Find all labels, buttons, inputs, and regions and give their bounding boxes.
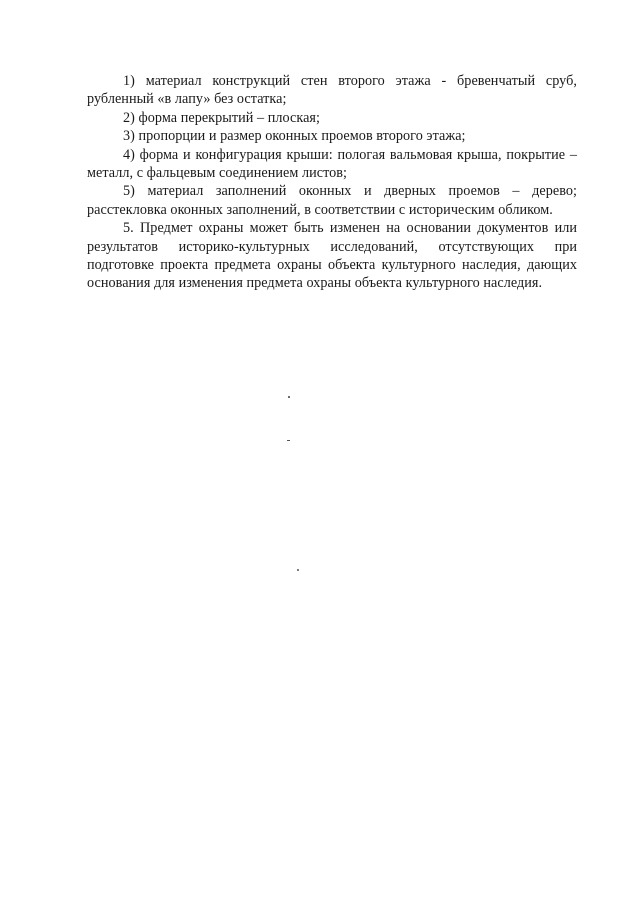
clause-5-change-conditions: 5. Предмет охраны может быть изменен на основании документов или результатов историко-культурных исследований, отсутствующих при подготовке проекта предмета охраны объекта культурного наследия, дающих основания для изменения предмета охраны объекта культурного наследия. xyxy=(87,220,577,292)
item-wall-material: 1) материал конструкций стен второго этажа - бревенчатый сруб, рубленный «в лапу» без остатка; xyxy=(87,73,577,108)
scan-speck xyxy=(287,440,290,441)
scan-speck xyxy=(297,569,299,571)
scan-speck xyxy=(288,396,290,398)
item-floor-form: 2) форма перекрытий – плоская; xyxy=(123,109,320,126)
item-window-proportions: 3) пропорции и размер оконных проемов второго этажа; xyxy=(123,128,466,145)
document-body xyxy=(87,72,577,293)
item-fill-material: 5) материал заполнений оконных и дверных проемов – дерево; расстекловка оконных заполнений, в соответствии с историческим обликом. xyxy=(87,183,577,218)
item-roof-form: 4) форма и конфигурация крыши: пологая вальмовая крыша, покрытие – металл, с фальцевым соединением листов; xyxy=(87,146,577,182)
